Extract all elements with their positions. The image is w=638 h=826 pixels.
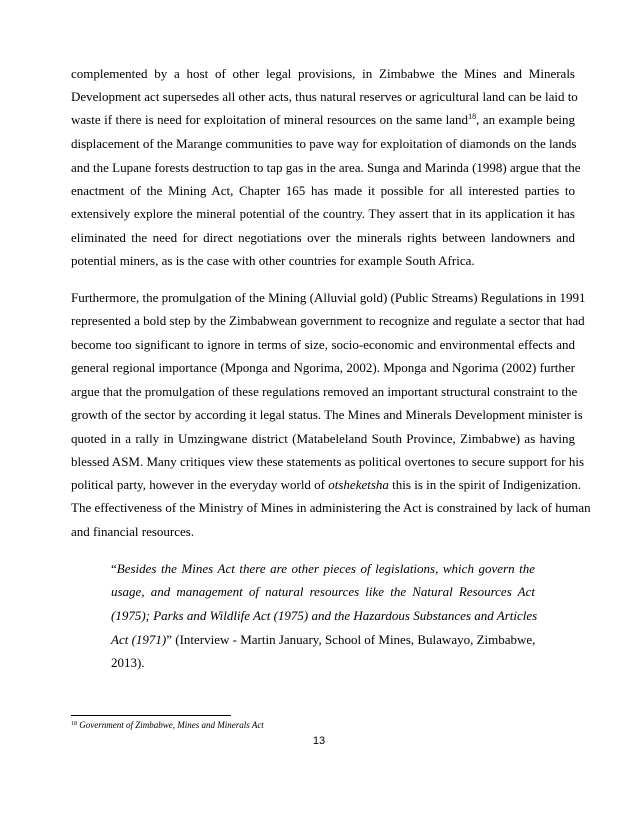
quote-line-2-text: usage, and management of natural resources like the Natural Resources Act: [111, 584, 535, 599]
paragraph-2-line-11: and financial resources.: [71, 524, 195, 539]
paragraph-1-line-3: [71, 110, 575, 130]
footnote-marker: 18: [71, 721, 77, 727]
quote-line-5: 2013).: [111, 655, 145, 670]
paragraph-1-line-6: enactment of the Mining Act, Chapter 165 has made it possible for all interested parties to: [71, 183, 575, 198]
paragraph-2-line-3: become too significant to ignore in terms of size, socio-economic and environmental effects and: [71, 337, 575, 352]
italic-term: otsheketsha: [328, 477, 389, 492]
paragraph-1-line-3-text-a: waste if there is need for exploitation of mineral resources on the same land: [71, 112, 469, 127]
footnote-reference: 18: [468, 112, 477, 121]
paragraph-1-line-7: extensively explore the mineral potential of the country. They assert that in its application it has: [71, 206, 575, 221]
paragraph-2-line-9: [71, 475, 582, 495]
paragraph-1-line-5: and the Lupane forests destruction to tap gas in the area. Sunga and Marinda (1998) argue that the: [71, 160, 581, 175]
quote-line-3: [111, 606, 538, 626]
quote-open-mark: “: [111, 561, 117, 576]
quote-line-1: [111, 559, 535, 579]
quote-line-1-text: Besides the Mines Act there are other pieces of legislations, which govern the: [116, 561, 535, 576]
page-number: 13: [312, 735, 326, 747]
paragraph-2-line-2: represented a bold step by the Zimbabwean government to recognize and regulate a sector that had: [71, 313, 585, 328]
paragraph-1-line-3-text-b: , an example being: [476, 112, 575, 127]
paragraph-1-line-9: potential miners, as is the case with other countries for example South Africa.: [71, 253, 475, 268]
paragraph-1-line-2: Development act supersedes all other acts, thus natural reserves or agricultural land can be laid to: [71, 89, 578, 104]
paragraph-2-line-4: general regional importance (Mponga and Ngorima, 2002). Mponga and Ngorima (2002) further: [71, 360, 575, 375]
paragraph-2-line-6: growth of the sector by according it legal status. The Mines and Minerals Development minister is: [71, 407, 583, 422]
paragraph-2-line-8: blessed ASM. Many critiques view these statements as political overtones to secure support for his: [71, 454, 585, 469]
paragraph-1-line-8: eliminated the need for direct negotiations over the minerals rights between landowners and: [71, 230, 575, 245]
quote-line-4: [111, 630, 535, 650]
quote-line-2: [111, 582, 535, 602]
paragraph-2-line-1: Furthermore, the promulgation of the Mining (Alluvial gold) (Public Streams) Regulations in 1991: [71, 290, 586, 305]
paragraph-2-line-5: argue that the promulgation of these regulations removed an important structural constraint to the: [71, 384, 578, 399]
paragraph-2-line-9-text-a: political party, however in the everyday world of: [71, 477, 329, 492]
footnote: [71, 719, 264, 731]
paragraph-1-line-4: displacement of the Marange communities to pave way for exploitation of diamonds on the lands: [71, 136, 577, 151]
quote-line-4-text-b: ” (Interview - Martin January, School of Mines, Bulawayo, Zimbabwe,: [166, 632, 536, 647]
footnote-divider: [71, 715, 231, 716]
paragraph-2-line-7: quoted in a rally in Umzingwane district (Matabeleland South Province, Zimbabwe) as having: [71, 431, 575, 446]
paragraph-2-line-9-text-b: this is in the spirit of Indigenization.: [388, 477, 582, 492]
footnote-text: Government of Zimbabwe, Mines and Minerals Act: [77, 720, 264, 730]
paragraph-1-line-1: complemented by a host of other legal provisions, in Zimbabwe the Mines and Minerals: [71, 66, 575, 81]
quote-line-3-text: (1975); Parks and Wildlife Act (1975) and the Hazardous Substances and Articles: [111, 608, 538, 623]
quote-line-4-text-a: Act (1971): [111, 632, 167, 647]
paragraph-2-line-10: The effectiveness of the Ministry of Mines in administering the Act is constrained by lack of human: [71, 500, 591, 515]
